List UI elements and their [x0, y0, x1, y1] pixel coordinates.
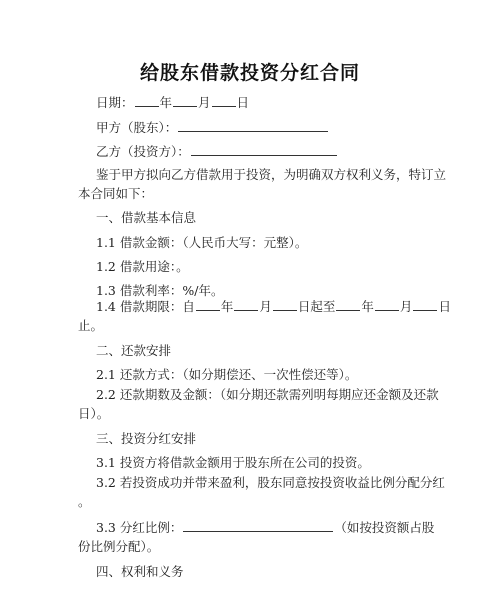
party-a-blank: [178, 119, 328, 132]
party-b-blank: [191, 143, 337, 156]
clause-3-2-line-1: 3.2 若投资成功并带来盈利，股东同意按投资收益比例分配分红: [96, 475, 445, 490]
clause-3-3-line-2: 份比例分配）。: [78, 539, 160, 554]
clause-3-2-line-2: 。: [78, 494, 91, 509]
end-day-blank: [413, 298, 437, 311]
start-month-label: 月: [259, 299, 272, 314]
dividend-ratio-note: （如按投资额占股: [334, 520, 435, 535]
term-from-label: 1.4 借款期限：自: [96, 299, 195, 314]
date-label: 日期：: [96, 95, 134, 110]
day-label: 日: [236, 95, 250, 110]
party-b-line: [96, 143, 338, 160]
clause-3-1: 3.1 投资方将借款金额用于股东所在公司的投资。: [96, 455, 370, 470]
clause-3-3-line-1: [96, 519, 434, 536]
start-day-label: 日起至: [297, 299, 336, 314]
day-blank: [212, 94, 236, 107]
year-blank: [135, 94, 159, 107]
dividend-ratio-blank: [183, 519, 333, 532]
end-month-label: 月: [399, 299, 413, 314]
end-year-label: 年: [361, 299, 374, 314]
clause-2-2-line-1: 2.2 还款期数及金额：（如分期还款需列明每期应还金额及还款: [96, 387, 439, 402]
party-b-label: 乙方（投资方）：: [96, 144, 190, 159]
start-day-blank: [273, 298, 297, 311]
section-3-heading: 三、投资分红安排: [96, 431, 197, 446]
year-label: 年: [159, 95, 173, 110]
section-1-heading: 一、借款基本信息: [96, 210, 197, 225]
intro-paragraph-line-2: 本合同如下：: [78, 186, 154, 201]
month-blank: [173, 94, 197, 107]
clause-1-1: 1.1 借款金额：（人民币大写：元整）。: [96, 235, 308, 250]
clause-1-2: 1.2 借款用途：。: [96, 259, 189, 274]
clause-1-3: 1.3 借款利率：%/年。: [96, 283, 224, 298]
party-a-line: [96, 119, 329, 136]
start-year-label: 年: [220, 299, 234, 314]
clause-1-4-line-1: [96, 298, 451, 315]
month-label: 月: [198, 95, 211, 110]
end-month-blank: [375, 298, 399, 311]
clause-2-1: 2.1 还款方式：（如分期偿还、一次性偿还等）。: [96, 367, 358, 382]
document-title: 给股东借款投资分红合同: [139, 62, 360, 84]
intro-paragraph-line-1: 鉴于甲方拟向乙方借款用于投资，为明确双方权利义务，特订立: [96, 167, 447, 182]
party-a-label: 甲方（股东）：: [96, 120, 178, 135]
section-2-heading: 二、还款安排: [96, 343, 172, 358]
date-line: [96, 94, 249, 111]
end-year-blank: [336, 298, 360, 311]
clause-1-4-line-2: 止。: [78, 318, 104, 333]
start-month-blank: [234, 298, 258, 311]
end-day-label: 日: [438, 299, 451, 314]
clause-2-2-line-2: 日）。: [78, 406, 110, 421]
section-4-heading: 四、权利和义务: [96, 564, 184, 579]
dividend-ratio-label: 3.3 分红比例：: [96, 520, 183, 535]
start-year-blank: [196, 298, 220, 311]
